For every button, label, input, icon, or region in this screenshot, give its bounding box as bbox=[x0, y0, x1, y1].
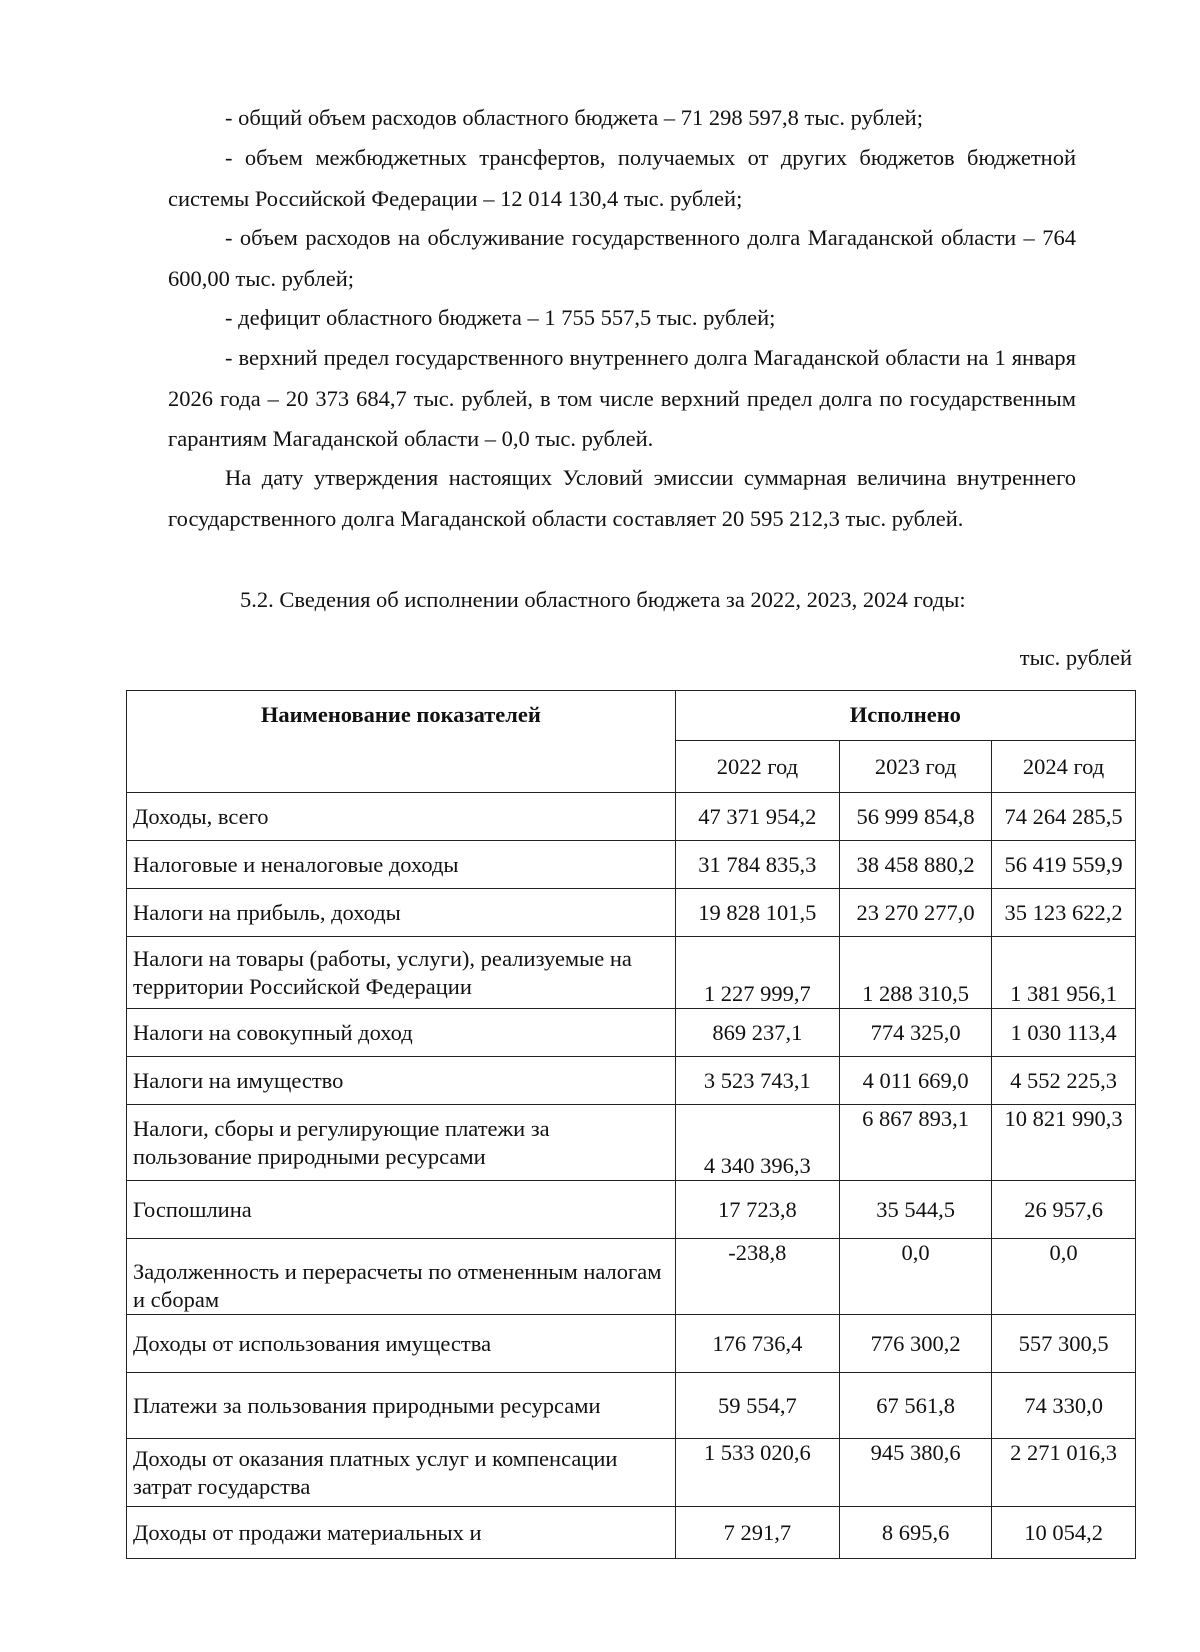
cell-2024: 74 330,0 bbox=[992, 1373, 1136, 1439]
cell-2023: 23 270 277,0 bbox=[840, 889, 992, 937]
paragraph-transfers: - объем межбюджетных трансфертов, получаемых от других бюджетов бюджетной системы Российской Федерации – 12 014 130,4 тыс. рублей; bbox=[168, 145, 1076, 211]
cell-2024: 557 300,5 bbox=[992, 1315, 1136, 1373]
cell-2023: 0,0 bbox=[840, 1239, 992, 1315]
section-heading: 5.2. Сведения об исполнении областного бюджета за 2022, 2023, 2024 годы: bbox=[240, 587, 966, 612]
cell-2024: 1 381 956,1 bbox=[992, 937, 1136, 1009]
table-row bbox=[127, 1507, 1136, 1559]
cell-2024: 1 030 113,4 bbox=[992, 1009, 1136, 1057]
table-row bbox=[127, 793, 1136, 841]
table-row bbox=[127, 1105, 1136, 1181]
table-row bbox=[127, 889, 1136, 937]
cell-2022: 47 371 954,2 bbox=[675, 793, 839, 841]
table-row bbox=[127, 1439, 1136, 1507]
cell-2023: 945 380,6 bbox=[840, 1439, 992, 1507]
header-executed: Исполнено bbox=[675, 691, 1135, 741]
header-year-2022: 2022 год bbox=[675, 741, 839, 793]
cell-2022: 176 736,4 bbox=[675, 1315, 839, 1373]
row-name: Задолженность и перерасчеты по отмененным налогам и сборам bbox=[127, 1239, 676, 1315]
table-row bbox=[127, 1315, 1136, 1373]
paragraph-debt-limit: - верхний предел государственного внутреннего долга Магаданской области на 1 января 2026 года – 20 373 684,7 тыс. рублей, в том числе верхний предел долга по государственным гарантиям Магаданской области – 0,0 тыс. рублей. bbox=[168, 345, 1076, 451]
cell-2022: 1 533 020,6 bbox=[675, 1439, 839, 1507]
cell-2024: 74 264 285,5 bbox=[992, 793, 1136, 841]
cell-2022: 31 784 835,3 bbox=[675, 841, 839, 889]
table-row bbox=[127, 1181, 1136, 1239]
cell-2022: 17 723,8 bbox=[675, 1181, 839, 1239]
cell-2022: 19 828 101,5 bbox=[675, 889, 839, 937]
cell-2024: 10 821 990,3 bbox=[992, 1105, 1136, 1181]
cell-2024: 10 054,2 bbox=[992, 1507, 1136, 1559]
cell-2023: 774 325,0 bbox=[840, 1009, 992, 1057]
row-name: Налоги на товары (работы, услуги), реализуемые на территории Российской Федерации bbox=[127, 937, 676, 1009]
header-indicator-name: Наименование показателей bbox=[127, 691, 676, 793]
cell-2024: 26 957,6 bbox=[992, 1181, 1136, 1239]
cell-2022: 7 291,7 bbox=[675, 1507, 839, 1559]
cell-2024: 2 271 016,3 bbox=[992, 1439, 1136, 1507]
row-name: Налоги на имущество bbox=[127, 1057, 676, 1105]
cell-2022: -238,8 bbox=[675, 1239, 839, 1315]
header-year-2023: 2023 год bbox=[840, 741, 992, 793]
cell-2022: 59 554,7 bbox=[675, 1373, 839, 1439]
cell-2023: 38 458 880,2 bbox=[840, 841, 992, 889]
row-name: Налоги, сборы и регулирующие платежи за пользование природными ресурсами bbox=[127, 1105, 676, 1181]
cell-2024: 4 552 225,3 bbox=[992, 1057, 1136, 1105]
table-row bbox=[127, 1239, 1136, 1315]
cell-2023: 67 561,8 bbox=[840, 1373, 992, 1439]
row-name: Доходы, всего bbox=[127, 793, 676, 841]
cell-2024: 35 123 622,2 bbox=[992, 889, 1136, 937]
cell-2023: 56 999 854,8 bbox=[840, 793, 992, 841]
cell-2023: 8 695,6 bbox=[840, 1507, 992, 1559]
table-row bbox=[127, 1373, 1136, 1439]
table-row bbox=[127, 841, 1136, 889]
cell-2022: 3 523 743,1 bbox=[675, 1057, 839, 1105]
cell-2022: 4 340 396,3 bbox=[675, 1105, 839, 1181]
row-name: Доходы от использования имущества bbox=[127, 1315, 676, 1373]
table-row bbox=[127, 1009, 1136, 1057]
cell-2023: 4 011 669,0 bbox=[840, 1057, 992, 1105]
row-name: Платежи за пользования природными ресурсами bbox=[127, 1373, 676, 1439]
header-year-2024: 2024 год bbox=[992, 741, 1136, 793]
budget-table bbox=[126, 690, 1136, 1559]
row-name: Налоги на совокупный доход bbox=[127, 1009, 676, 1057]
row-name: Доходы от продажи материальных и bbox=[127, 1507, 676, 1559]
table-row bbox=[127, 937, 1136, 1009]
cell-2024: 56 419 559,9 bbox=[992, 841, 1136, 889]
paragraph-expenditures: - общий объем расходов областного бюджета – 71 298 597,8 тыс. рублей; bbox=[225, 105, 923, 130]
cell-2022: 1 227 999,7 bbox=[675, 937, 839, 1009]
cell-2023: 1 288 310,5 bbox=[840, 937, 992, 1009]
cell-2024: 0,0 bbox=[992, 1239, 1136, 1315]
paragraph-deficit: - дефицит областного бюджета – 1 755 557,5 тыс. рублей; bbox=[225, 305, 776, 330]
units-label: тыс. рублей bbox=[1019, 645, 1132, 670]
table-header-row bbox=[127, 691, 1136, 741]
cell-2022: 869 237,1 bbox=[675, 1009, 839, 1057]
row-name: Налоги на прибыль, доходы bbox=[127, 889, 676, 937]
row-name: Госпошлина bbox=[127, 1181, 676, 1239]
cell-2023: 35 544,5 bbox=[840, 1181, 992, 1239]
row-name: Доходы от оказания платных услуг и компенсации затрат государства bbox=[127, 1439, 676, 1507]
cell-2023: 6 867 893,1 bbox=[840, 1105, 992, 1181]
cell-2023: 776 300,2 bbox=[840, 1315, 992, 1373]
paragraph-total-debt: На дату утверждения настоящих Условий эмиссии суммарная величина внутреннего государственного долга Магаданской области составляет 20 595 212,3 тыс. рублей. bbox=[168, 465, 1076, 531]
table-row bbox=[127, 1057, 1136, 1105]
paragraph-debt-service: - объем расходов на обслуживание государственного долга Магаданской области – 764 600,00 тыс. рублей; bbox=[168, 225, 1076, 291]
row-name: Налоговые и неналоговые доходы bbox=[127, 841, 676, 889]
